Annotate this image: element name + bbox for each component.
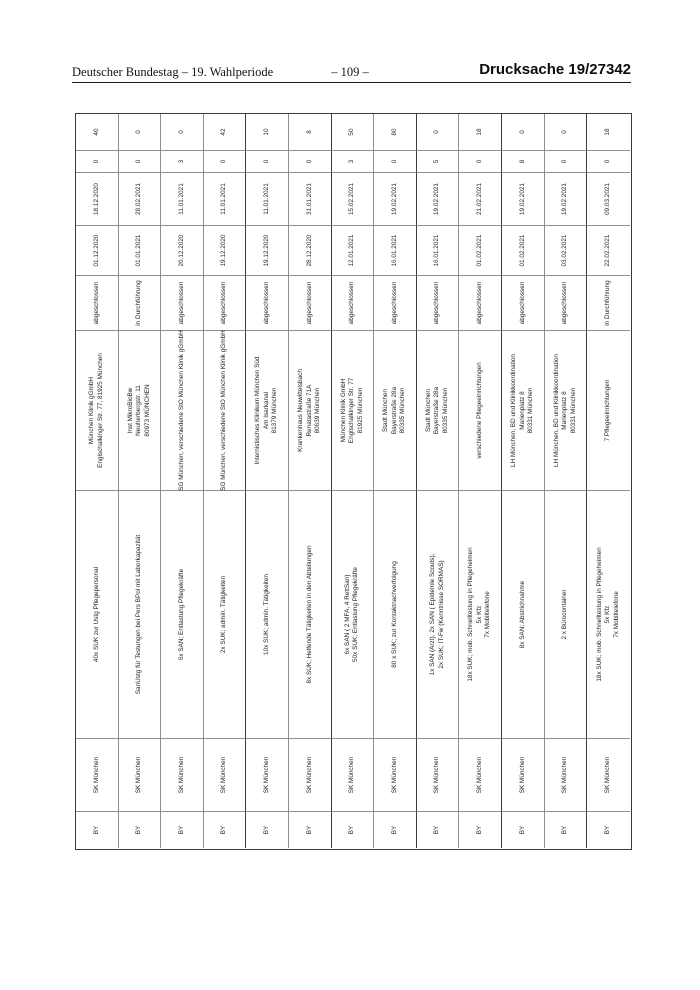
cell-city xyxy=(587,738,630,811)
cell-line: SG München, verschiedene StO München Klinik gGmbH xyxy=(220,330,228,491)
cell-city xyxy=(204,738,247,811)
cell-line: SK München xyxy=(348,756,356,794)
cell-end xyxy=(204,172,247,225)
cell-start xyxy=(289,225,332,275)
cell-end xyxy=(502,172,545,225)
cell-org xyxy=(459,330,502,490)
cell-status xyxy=(204,275,247,330)
cell-status xyxy=(161,275,204,330)
cell-n1 xyxy=(502,150,545,172)
amtshilfe-table xyxy=(76,114,630,848)
cell-line: 01.01.2021 xyxy=(135,234,143,267)
cell-start xyxy=(119,225,162,275)
cell-line: Am Isarkanal xyxy=(262,391,270,430)
cell-start xyxy=(417,225,460,275)
cell-org xyxy=(204,330,247,490)
cell-end xyxy=(587,172,630,225)
cell-line: 2x SUK; IT-Fw (Kenntnisse SORMAS) xyxy=(437,560,445,669)
cell-status xyxy=(587,275,630,330)
page-number: – 109 – xyxy=(331,65,369,79)
cell-line: 19.02.2021 xyxy=(518,183,526,215)
cell-land xyxy=(587,811,630,848)
cell-line: 3 xyxy=(177,159,185,164)
cell-line: 2 x Bürocontainer xyxy=(561,589,569,640)
cell-line: SK München xyxy=(475,756,483,794)
cell-status xyxy=(374,275,417,330)
cell-line: in Durchführung xyxy=(604,280,612,326)
cell-line: 0 xyxy=(561,130,569,134)
cell-line: 0 xyxy=(518,130,526,134)
cell-line: 03.02.2021 xyxy=(561,234,569,267)
cell-line: in Durchführung xyxy=(135,280,143,326)
cell-line: 40x SUK zur Ustg Pflegepersonal xyxy=(92,566,100,663)
cell-org xyxy=(161,330,204,490)
cell-land xyxy=(246,811,289,848)
cell-city xyxy=(374,738,417,811)
cell-line: 2x SUK; admin. Tätigkeiten xyxy=(220,575,228,654)
cell-land xyxy=(161,811,204,848)
header-parliament-label: Deutscher Bundestag – 19. Wahlperiode xyxy=(72,65,274,79)
cell-n1 xyxy=(417,150,460,172)
cell-line: 18.12.2020 xyxy=(92,183,100,215)
cell-line: BY xyxy=(262,825,270,835)
cell-line: BY xyxy=(604,825,612,835)
cell-line: verschiedene Pflegeeinrichtungen xyxy=(475,362,483,459)
cell-line: 01.02.2021 xyxy=(518,234,526,267)
header-rule xyxy=(72,82,631,83)
cell-line: BY xyxy=(348,825,356,835)
cell-line: SG München, verschiedene StO München Klinik gGmbH xyxy=(177,330,185,491)
cell-city xyxy=(545,738,588,811)
cell-line: SanUstg für Testungen bei Pers BPol mit Laborkapazität xyxy=(135,534,143,695)
cell-org xyxy=(374,330,417,490)
cell-n1 xyxy=(374,150,417,172)
cell-line: abgeschlossen xyxy=(262,281,270,325)
cell-n2 xyxy=(459,114,502,150)
cell-line: 5x Kfz xyxy=(475,605,483,624)
cell-line: LH München, BD und Klinikkoordination xyxy=(510,354,518,467)
cell-line: 11.01.2021 xyxy=(220,183,228,215)
cell-line: abgeschlossen xyxy=(433,281,441,325)
cell-line: 0 xyxy=(475,159,483,164)
cell-org xyxy=(119,330,162,490)
cell-desc xyxy=(204,490,247,738)
cell-line: 19.02.2021 xyxy=(433,183,441,215)
cell-line: abgeschlossen xyxy=(305,281,313,325)
cell-land xyxy=(417,811,460,848)
cell-line: 0 xyxy=(561,159,569,164)
cell-line: Internistisches Klinikum München Süd xyxy=(254,356,262,465)
rotated-table-area xyxy=(75,113,632,850)
cell-end xyxy=(459,172,502,225)
cell-n2 xyxy=(502,114,545,150)
cell-line: Krankenhaus Neuwittelsbach xyxy=(297,369,305,452)
cell-n2 xyxy=(417,114,460,150)
cell-line: abgeschlossen xyxy=(177,281,185,325)
cell-org xyxy=(289,330,332,490)
cell-line: abgeschlossen xyxy=(518,281,526,325)
cell-land xyxy=(119,811,162,848)
cell-land xyxy=(545,811,588,848)
cell-line: 0 xyxy=(177,130,185,134)
cell-n2 xyxy=(204,114,247,150)
cell-line: 18 xyxy=(475,128,483,136)
cell-n1 xyxy=(119,150,162,172)
cell-line: 8x SUK; Helfende Tätigkeiten in den Abteilungen xyxy=(305,545,313,684)
cell-line: 31.01.2021 xyxy=(305,183,313,215)
cell-end xyxy=(332,172,375,225)
cell-line: 16.01.2021 xyxy=(390,234,398,267)
cell-desc xyxy=(289,490,332,738)
cell-line: SK München xyxy=(604,756,612,794)
cell-n1 xyxy=(587,150,630,172)
cell-line: 80 x SUK; zur Kontaktnachverfolgung xyxy=(390,561,398,668)
cell-line: BY xyxy=(561,825,569,835)
cell-line: 0 xyxy=(135,159,143,164)
cell-n2 xyxy=(545,114,588,150)
cell-desc xyxy=(459,490,502,738)
cell-status xyxy=(459,275,502,330)
cell-line: 8 xyxy=(518,159,526,164)
cell-line: 0 xyxy=(305,159,313,164)
cell-desc xyxy=(417,490,460,738)
cell-line: 18 xyxy=(604,128,612,136)
cell-desc xyxy=(374,490,417,738)
cell-city xyxy=(459,738,502,811)
cell-desc xyxy=(545,490,588,738)
cell-land xyxy=(289,811,332,848)
cell-org xyxy=(587,330,630,490)
cell-n1 xyxy=(246,150,289,172)
cell-line: BY xyxy=(220,825,228,835)
cell-start xyxy=(332,225,375,275)
cell-line: 80335 München xyxy=(441,387,449,434)
cell-line: München Klinik gGmbH xyxy=(88,376,96,445)
cell-line: BY xyxy=(92,825,100,835)
cell-line: abgeschlossen xyxy=(348,281,356,325)
cell-land xyxy=(332,811,375,848)
cell-land xyxy=(76,811,119,848)
cell-line: 0 xyxy=(135,130,143,134)
cell-line: abgeschlossen xyxy=(92,281,100,325)
cell-line: 7x Mobiltelefone xyxy=(484,591,492,638)
cell-line: 18x SUK; mob. Schnelltestung in Pflegeheimen xyxy=(595,547,603,682)
cell-end xyxy=(246,172,289,225)
cell-line: 40 xyxy=(92,128,100,136)
cell-n1 xyxy=(289,150,332,172)
cell-end xyxy=(545,172,588,225)
cell-n1 xyxy=(545,150,588,172)
cell-line: 50x SUK; Entlastung Pflegekräfte xyxy=(352,567,360,662)
cell-desc xyxy=(161,490,204,738)
cell-line: 18x SUK; mob. Schnelltestung in Pflegeheimen xyxy=(467,547,475,682)
cell-line: Bayerstraße 28a xyxy=(390,386,398,435)
cell-line: Neuherbergstr. 11 xyxy=(135,385,143,436)
cell-line: abgeschlossen xyxy=(390,281,398,325)
cell-line: 19.02.2021 xyxy=(561,183,569,215)
cell-line: BY xyxy=(390,825,398,835)
cell-line: 15.02.2021 xyxy=(348,183,356,215)
cell-status xyxy=(246,275,289,330)
cell-end xyxy=(417,172,460,225)
cell-n1 xyxy=(161,150,204,172)
cell-line: SK München xyxy=(220,756,228,794)
cell-line: BY xyxy=(177,825,185,835)
cell-org xyxy=(332,330,375,490)
cell-line: 3 xyxy=(348,159,356,164)
cell-line: 21.02.2021 xyxy=(475,183,483,215)
cell-city xyxy=(502,738,545,811)
cell-line: München Klinik GmbH xyxy=(339,378,347,443)
cell-end xyxy=(76,172,119,225)
cell-desc xyxy=(76,490,119,738)
cell-line: 11.01.2021 xyxy=(262,183,270,215)
cell-end xyxy=(374,172,417,225)
cell-desc xyxy=(119,490,162,738)
cell-line: 0 xyxy=(390,159,398,164)
cell-n2 xyxy=(374,114,417,150)
cell-city xyxy=(332,738,375,811)
cell-n2 xyxy=(76,114,119,150)
cell-line: 19.02.2021 xyxy=(390,183,398,215)
cell-city xyxy=(246,738,289,811)
cell-org xyxy=(545,330,588,490)
cell-line: 01.12.2020 xyxy=(92,234,100,267)
cell-line: 0 xyxy=(262,159,270,164)
cell-line: 09.03.2021 xyxy=(604,183,612,215)
cell-org xyxy=(76,330,119,490)
cell-line: 0 xyxy=(220,159,228,164)
cell-desc xyxy=(502,490,545,738)
cell-n1 xyxy=(459,150,502,172)
cell-line: 0 xyxy=(92,159,100,164)
cell-line: BY xyxy=(135,825,143,835)
cell-line: 50 xyxy=(348,128,356,136)
cell-line: 0 xyxy=(604,159,612,164)
cell-line: LH München, BD und Klinikkoordination xyxy=(552,354,560,467)
cell-line: 6x SAN; Entlastung Pflegekräfte xyxy=(177,568,185,661)
cell-n2 xyxy=(289,114,332,150)
cell-desc xyxy=(246,490,289,738)
cell-line: 28.02.2021 xyxy=(135,183,143,215)
cell-n2 xyxy=(332,114,375,150)
cell-start xyxy=(246,225,289,275)
cell-n2 xyxy=(246,114,289,150)
cell-line: SK München xyxy=(518,756,526,794)
cell-line: 11.01.2021 xyxy=(177,183,185,215)
cell-line: 8x SAN; Abstrichnahme xyxy=(518,580,526,649)
cell-line: 80973 MÜNCHEN xyxy=(143,384,151,437)
cell-org xyxy=(417,330,460,490)
cell-status xyxy=(502,275,545,330)
cell-status xyxy=(119,275,162,330)
cell-start xyxy=(459,225,502,275)
cell-land xyxy=(374,811,417,848)
cell-line: SK München xyxy=(433,756,441,794)
cell-end xyxy=(161,172,204,225)
cell-start xyxy=(374,225,417,275)
cell-status xyxy=(417,275,460,330)
cell-line: 20.12.2020 xyxy=(177,234,185,267)
cell-line: 01.02.2021 xyxy=(475,234,483,267)
cell-line: 80331 München xyxy=(526,387,534,434)
cell-start xyxy=(161,225,204,275)
cell-desc xyxy=(587,490,630,738)
cell-end xyxy=(289,172,332,225)
cell-line: 5 xyxy=(433,159,441,164)
cell-desc xyxy=(332,490,375,738)
cell-city xyxy=(76,738,119,811)
cell-line: SK München xyxy=(262,756,270,794)
cell-line: 80331 München xyxy=(569,387,577,434)
cell-line: SK München xyxy=(177,756,185,794)
cell-line: 80 xyxy=(390,128,398,136)
cell-line: 28.12.2020 xyxy=(305,234,313,267)
cell-line: Bayerstraße 28a xyxy=(433,386,441,435)
cell-line: Stadt München xyxy=(382,389,390,432)
cell-line: BY xyxy=(433,825,441,835)
cell-line: SK München xyxy=(561,756,569,794)
cell-n2 xyxy=(119,114,162,150)
cell-line: 7x Mobiltelefone xyxy=(612,591,620,638)
cell-n1 xyxy=(204,150,247,172)
cell-city xyxy=(417,738,460,811)
cell-line: Marienplatz 8 xyxy=(518,391,526,430)
cell-line: abgeschlossen xyxy=(561,281,569,325)
cell-line: 0 xyxy=(433,130,441,134)
cell-org xyxy=(246,330,289,490)
cell-line: Stadt München xyxy=(424,389,432,432)
cell-line: BY xyxy=(305,825,313,835)
cell-start xyxy=(204,225,247,275)
cell-status xyxy=(289,275,332,330)
cell-n1 xyxy=(332,150,375,172)
cell-line: SK München xyxy=(92,756,100,794)
cell-land xyxy=(204,811,247,848)
cell-line: 80639 München xyxy=(313,387,321,434)
cell-city xyxy=(161,738,204,811)
cell-status xyxy=(332,275,375,330)
cell-line: 81379 München xyxy=(271,387,279,434)
cell-line: SK München xyxy=(305,756,313,794)
cell-line: 10x SUK; admin. Tätigkeiten xyxy=(262,574,270,655)
cell-line: Inst MikroBioBw xyxy=(126,387,134,434)
cell-line: 19.12.2020 xyxy=(220,234,228,267)
cell-line: abgeschlossen xyxy=(475,281,483,325)
cell-line: BY xyxy=(518,825,526,835)
cell-line: 42 xyxy=(220,128,228,136)
cell-city xyxy=(119,738,162,811)
cell-org xyxy=(502,330,545,490)
cell-line: 8 xyxy=(305,130,313,134)
cell-line: 12.01.2021 xyxy=(348,234,356,267)
cell-n2 xyxy=(587,114,630,150)
cell-line: 16.01.2021 xyxy=(433,234,441,267)
cell-land xyxy=(502,811,545,848)
cell-line: 7 Pflegeeinrichtungen xyxy=(604,379,612,442)
cell-line: abgeschlossen xyxy=(220,281,228,325)
cell-line: 1x SAN (Arzt), 2x SAN ( Epidemie Scouts), xyxy=(429,553,437,676)
rotation-wrapper xyxy=(76,114,630,848)
cell-n1 xyxy=(76,150,119,172)
cell-end xyxy=(119,172,162,225)
cell-line: SK München xyxy=(135,756,143,794)
cell-n2 xyxy=(161,114,204,150)
cell-line: Englschalkinger Str. 77 xyxy=(348,377,356,444)
cell-line: BY xyxy=(475,825,483,835)
cell-line: 6x SAN ( 2 MFA, 4 RettSan) xyxy=(343,574,351,655)
cell-line: 81925 München xyxy=(356,387,364,434)
cell-line: 10 xyxy=(262,128,270,136)
cell-line: 19.12.2020 xyxy=(262,234,270,267)
cell-line: 80335 München xyxy=(399,387,407,434)
cell-city xyxy=(289,738,332,811)
cell-status xyxy=(545,275,588,330)
cell-start xyxy=(76,225,119,275)
cell-land xyxy=(459,811,502,848)
cell-status xyxy=(76,275,119,330)
cell-start xyxy=(545,225,588,275)
cell-line: Marienplatz 8 xyxy=(561,391,569,430)
cell-start xyxy=(587,225,630,275)
cell-line: Renatastraße 71A xyxy=(305,384,313,437)
cell-line: 22.02.2021 xyxy=(604,234,612,267)
drucksache-label: Drucksache 19/27342 xyxy=(479,61,631,78)
cell-start xyxy=(502,225,545,275)
cell-line: 5x Kfz xyxy=(604,605,612,624)
cell-line: SK München xyxy=(390,756,398,794)
cell-line: Englschalkinger Str. 77, 81925 München xyxy=(96,353,104,468)
